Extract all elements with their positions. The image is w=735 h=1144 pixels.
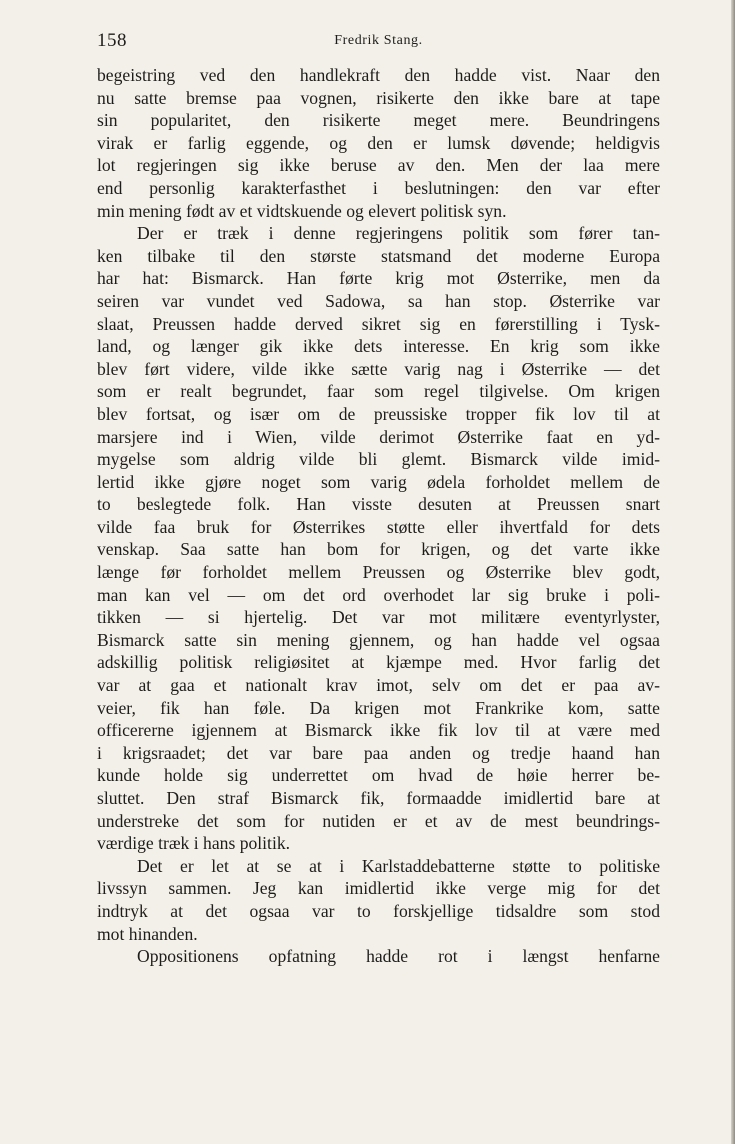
text-line: mot hinanden. [97, 923, 198, 944]
text-line: indtryk at det ogsaa var to forskjellige tidsaldre som stod [97, 900, 660, 921]
text-line: sin popularitet, den risikerte meget mere. Beundringens [97, 110, 660, 131]
text-line: værdige træk i hans politik. [97, 833, 291, 854]
text-line: man kan vel — om det ord overhodet lar sig bruke i poli- [97, 584, 660, 605]
body-text [97, 64, 660, 968]
text-line: sluttet. Den straf Bismarck fik, formaadde imidlertid bare at [97, 788, 660, 808]
text-line: som er realt begrundet, faar som regel tilgivelse. Om krigen [97, 381, 660, 402]
text-line: slaat, Preussen hadde derved sikret sig en førerstilling i Tysk- [97, 313, 660, 334]
text-line: Oppositionens opfatning hadde rot i længst henfarne [137, 946, 660, 967]
text-line: livssyn sammen. Jeg kan imidlertid ikke verge mig for det [97, 878, 660, 899]
text-line: min mening født av et vidtskuende og elevert politisk syn. [97, 200, 507, 221]
text-line: tikken — si hjertelig. Det var mot militære eventyrlyster, [97, 607, 660, 628]
text-line: længe før forholdet mellem Preussen og Østerrike blev godt, [97, 562, 660, 583]
text-line: vilde faa bruk for Østerrikes støtte eller ihvertfald for dets [97, 516, 660, 537]
text-line: lertid ikke gjøre noget som varig ødela forholdet mellem de [97, 471, 660, 492]
text-line: ken tilbake til den største statsmand det moderne Europa [97, 245, 660, 266]
running-head: Fredrik Stang. [334, 33, 423, 48]
page-number: 158 [97, 30, 127, 51]
text-line: virak er farlig eggende, og den er lumsk døvende; heldigvis [97, 132, 660, 153]
text-line: land, og længer gik ikke dets interesse. En krig som ikke [97, 336, 660, 357]
page-edge [731, 0, 735, 1144]
text-line: adskillig politisk religiøsitet at kjæmpe med. Hvor farlig det [97, 652, 660, 673]
text-line: blev ført videre, vilde ikke sætte varig nag i Østerrike — det [97, 358, 660, 379]
text-line: nu satte bremse paa vognen, risikerte den ikke bare at tape [97, 87, 660, 108]
text-line: understreke det som for nutiden er et av de mest beundrings- [97, 810, 660, 831]
text-line: venskap. Saa satte han bom for krigen, og det varte ikke [97, 539, 660, 560]
text-line: marsjere ind i Wien, vilde derimot Østerrike faat en yd- [97, 426, 660, 447]
text-line: var at gaa et nationalt krav imot, selv om det er paa av- [97, 675, 660, 696]
text-line: to beslegtede folk. Han visste desuten at Preussen snart [97, 494, 660, 515]
text-line: seiren var vundet ved Sadowa, sa han stop. Østerrike var [97, 290, 660, 311]
page-header [97, 30, 660, 54]
text-line: Bismarck satte sin mening gjennem, og han hadde vel ogsaa [97, 629, 660, 650]
text-line: har hat: Bismarck. Han førte krig mot Østerrike, men da [97, 268, 660, 289]
text-line: officererne igjennem at Bismarck ikke fik lov til at være med [97, 720, 660, 741]
text-line: i krigsraadet; det var bare paa anden og tredje haand han [97, 742, 660, 763]
text-line: Der er træk i denne regjeringens politik som fører tan- [137, 223, 660, 244]
text-line: begeistring ved den handlekraft den hadde vist. Naar den [97, 65, 660, 85]
text-line: lot regjeringen sig ikke beruse av den. Men der laa mere [97, 155, 660, 176]
text-line: mygelse som aldrig vilde bli glemt. Bismarck vilde imid- [97, 449, 660, 470]
text-line: kunde holde sig underrettet om hvad de høie herrer be- [97, 765, 660, 786]
text-line: end personlig karakterfasthet i beslutningen: den var efter [97, 177, 660, 198]
text-line: Det er let at se at i Karlstaddebatterne støtte to politiske [137, 855, 660, 876]
text-line: blev fortsat, og især om de preussiske tropper fik lov til at [97, 403, 660, 424]
text-line: veier, fik han føle. Da krigen mot Frankrike kom, satte [97, 697, 660, 718]
